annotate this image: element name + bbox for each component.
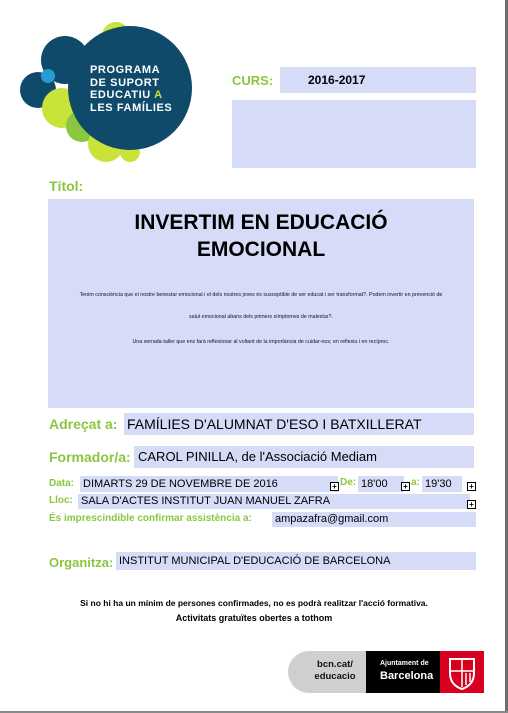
confirmar-label: És imprescindible confirmar assistència a: [49,513,252,524]
de-value: 18'00 [361,478,388,490]
data-expand-icon[interactable]: + [330,482,339,491]
ajuntament-line-1: Ajuntament de [380,660,429,667]
lloc-field[interactable] [78,494,470,509]
data-field[interactable] [80,476,338,492]
data-value: DIMARTS 29 DE NOVEMBRE DE 2016 [83,478,278,490]
bcn-line-2: educacio [314,671,356,682]
adrecat-label: Adreçat a: [49,416,118,432]
ajuntament-line-2: Barcelona [380,670,434,682]
event-title-line-2: EMOCIONAL [196,238,326,261]
a-label: a: [411,477,420,488]
description-line-1: Tenim consciència que el nostre benestar emocional i el dels nostres joves és susceptible de ser educat i ser transformat?. Podem invertir en prevenció de [79,292,443,298]
bcn-line-1: bcn.cat/ [317,659,353,670]
formador-label: Formador/a: [49,449,131,465]
curs-label: CURS: [232,73,274,88]
confirmar-field[interactable] [272,512,476,527]
lloc-expand-icon[interactable]: + [467,500,476,509]
de-expand-icon[interactable]: + [401,482,410,491]
barcelona-shield-icon [440,651,484,693]
a-field[interactable] [422,476,462,492]
formador-value: CAROL PINILLA, de l'Associació Mediam [138,449,377,464]
organitza-value: INSTITUT MUNICIPAL D'EDUCACIÓ DE BARCELONA [119,555,391,567]
bcn-cat-link[interactable] [305,659,365,683]
logo-line-4: LES FAMÍLIES [90,101,173,114]
curs-field[interactable] [280,67,476,93]
titol-label: Títol: [49,178,84,194]
lloc-value: SALA D'ACTES INSTITUT JUAN MANUEL ZAFRA [81,495,331,507]
organitza-label: Organitza: [49,555,114,570]
curs-value: 2016-2017 [308,73,366,87]
titol-field[interactable] [48,199,474,408]
logo-line-3: EDUCATIU [90,89,151,101]
logo-line-2: DE SUPORT [90,76,160,89]
a-expand-icon[interactable]: + [467,482,476,491]
event-title [48,209,474,263]
logo-line-3-accent: A [154,89,163,101]
de-field[interactable] [358,476,404,492]
formador-field[interactable] [134,446,474,468]
free-activities-notice: Activitats gratuïtes obertes a tothom [175,613,333,623]
confirmar-email: ampazafra@gmail.com [275,513,389,525]
description-line-3: Una xerrada-taller que ens farà reflexionar al voltant de la importància de cuidar-nos; en reflexiu i en recíproc. [132,339,390,345]
adrecat-field[interactable] [124,413,474,435]
event-title-line-1: INVERTIM EN EDUCACIÓ [134,211,388,234]
logo-text [90,64,190,114]
logo-line-1: PROGRAMA [90,64,161,76]
minimum-notice: Si no hi ha un mínim de persones confirmades, no es podrà realitzar l'acció formativa. [80,598,428,608]
organitza-field[interactable] [116,552,476,570]
a-value: 19'30 [425,478,452,490]
curs-extra-field[interactable] [232,100,476,168]
lloc-label: Lloc: [49,495,73,506]
description-line-2: salut emocional abans dels primers símptomes de malestar?. [189,314,333,320]
data-label: Data: [49,478,75,489]
adrecat-value: FAMÍLIES D'ALUMNAT D'ESO I BATXILLERAT [127,416,422,432]
de-label: De: [340,477,357,488]
